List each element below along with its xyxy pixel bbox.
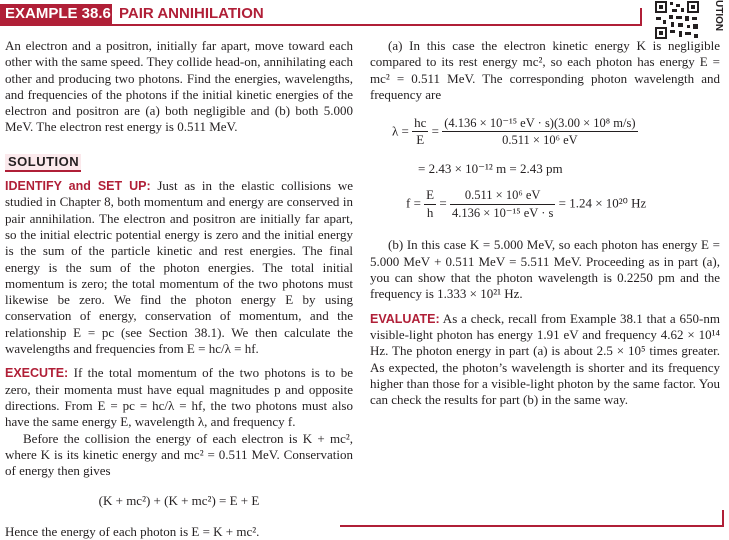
footer-rule bbox=[340, 525, 724, 527]
footer-rule-vertical bbox=[722, 510, 724, 527]
frequency-equation: f = $\frac{E}{h}$ = $\frac{\text{0.511 × 10⁶ eV}}{\text{4.136 × 10⁻¹⁵ eV · s}}$ = 1.24 × 10²⁰ Hz bbox=[406, 187, 647, 220]
lambda-frac-numeric bbox=[442, 115, 637, 149]
f-frac-den: h bbox=[426, 204, 434, 220]
evaluate-lead: EVALUATE: bbox=[370, 311, 440, 326]
lambda-result: = 2.43 × 10⁻¹² m = 2.43 pm bbox=[418, 161, 563, 177]
execute-paragraph bbox=[5, 365, 353, 430]
identify-paragraph bbox=[5, 178, 353, 357]
evaluate-paragraph bbox=[370, 311, 720, 409]
f-frac-symbolic bbox=[424, 187, 436, 221]
lambda-lhs: λ = bbox=[392, 123, 409, 139]
f-frac-numeric bbox=[450, 187, 555, 221]
example-title: PAIR ANNIHILATION bbox=[119, 5, 264, 22]
part-a-paragraph: (a) In this case the electron kinetic energy K is negligible compared to its rest energy mc², so each photon has energy E = mc² = 0.511 MeV. The corresponding photon wavelength and frequency are bbox=[370, 38, 720, 102]
header-rule bbox=[0, 24, 640, 26]
side-tab: UTION bbox=[713, 0, 724, 32]
f-frac-num: E bbox=[424, 187, 436, 204]
example-header bbox=[0, 0, 729, 32]
header-rule-vertical bbox=[640, 8, 642, 26]
f-den: 4.136 × 10⁻¹⁵ eV · s bbox=[451, 205, 554, 220]
lambda-frac-symbolic bbox=[412, 115, 428, 149]
execute-text: If the total momentum of the two photons is to be zero, their momenta must have equal magnitudes p and opposite directions. From E = pc = hc/λ = hf, the two photons must also have the same energy E, wavelength λ, and frequency f. bbox=[5, 365, 353, 430]
identify-text: Just as in the elastic collisions we studied in Chapter 8, both momentum and energy are conserved in pair annihilation. The electron and positron are initially far apart, so the initial electric potential energy is zero and the initial energy is the sum of the particle kinetic and rest energies. The final energy is the sum of the photon energies. The total initial momentum is zero; the total momentum of the two photons must likewise be zero. We find the photon energy E by using conservation of energy, conservation of momentum, and the relationship E = pc (see Section 38.1). We then calculate the wavelengths and frequencies from E = hc/λ = hf. bbox=[5, 178, 353, 357]
right-column bbox=[370, 38, 720, 408]
qr-code-icon[interactable] bbox=[654, 0, 700, 40]
f-result: = 1.24 × 10²⁰ Hz bbox=[558, 196, 647, 212]
evaluate-text: As a check, recall from Example 38.1 that a 650-nm visible-light photon has energy 1.91 eV and frequency 4.62 × 10¹⁴ Hz. The photon energy in part (a) is about 2.5 × 10⁵ times greater. As expected, the photon’s wavelength is shorter and its frequency higher than those for a visible-light photon by the same factor. You can check the results for part (b) in the same way. bbox=[370, 310, 720, 408]
solution-heading: SOLUTION bbox=[5, 154, 81, 172]
hence-paragraph: Hence the energy of each photon is E = K + mc². bbox=[5, 523, 260, 539]
f-lhs: f = bbox=[406, 196, 421, 212]
problem-statement: An electron and a positron, initially far apart, move toward each other with the same speed. They collide head-on, annihilating each other and producing two photons. Find the energies, wavelengths, and frequencies of the photons if the initial kinetic energies of the electron and positron are (a) both negligible and (b) both 5.000 MeV. The electron rest energy is 0.511 MeV. bbox=[5, 38, 353, 135]
before-paragraph: Before the collision the energy of each electron is K + mc², where K is its kinetic energy and mc² = 0.511 MeV. Conservation of energy then gives bbox=[5, 430, 353, 479]
example-label: EXAMPLE 38.6 bbox=[0, 4, 112, 24]
identify-lead: IDENTIFY and SET UP: bbox=[5, 179, 151, 194]
left-column bbox=[5, 38, 353, 540]
conservation-equation: (K + mc²) + (K + mc²) = E + E bbox=[98, 493, 260, 509]
part-b-paragraph: (b) In this case K = 5.000 MeV, so each photon has energy E = 5.000 MeV + 0.511 MeV = 5.511 MeV. Proceeding as in part (a), you can show that the photon wavelength is 0.2250 pm and the frequency is 1.333 × 10²¹ Hz. bbox=[370, 237, 720, 302]
lambda-equation: λ = $\frac{hc}{E}$ = $\frac{\text{(4.136 × 10⁻¹⁵ eV · s)(3.00 × 10⁸ m/s)}}{\text{0.511 × 10⁶ eV}}$ bbox=[392, 115, 636, 148]
lambda-frac-num: hc bbox=[412, 115, 428, 132]
lambda-num: (4.136 × 10⁻¹⁵ eV · s)(3.00 × 10⁸ m/s) bbox=[442, 115, 637, 132]
lambda-frac-den: E bbox=[416, 132, 425, 148]
execute-lead: EXECUTE: bbox=[5, 366, 69, 381]
lambda-den: 0.511 × 10⁶ eV bbox=[502, 133, 578, 148]
f-num: 0.511 × 10⁶ eV bbox=[450, 187, 555, 204]
